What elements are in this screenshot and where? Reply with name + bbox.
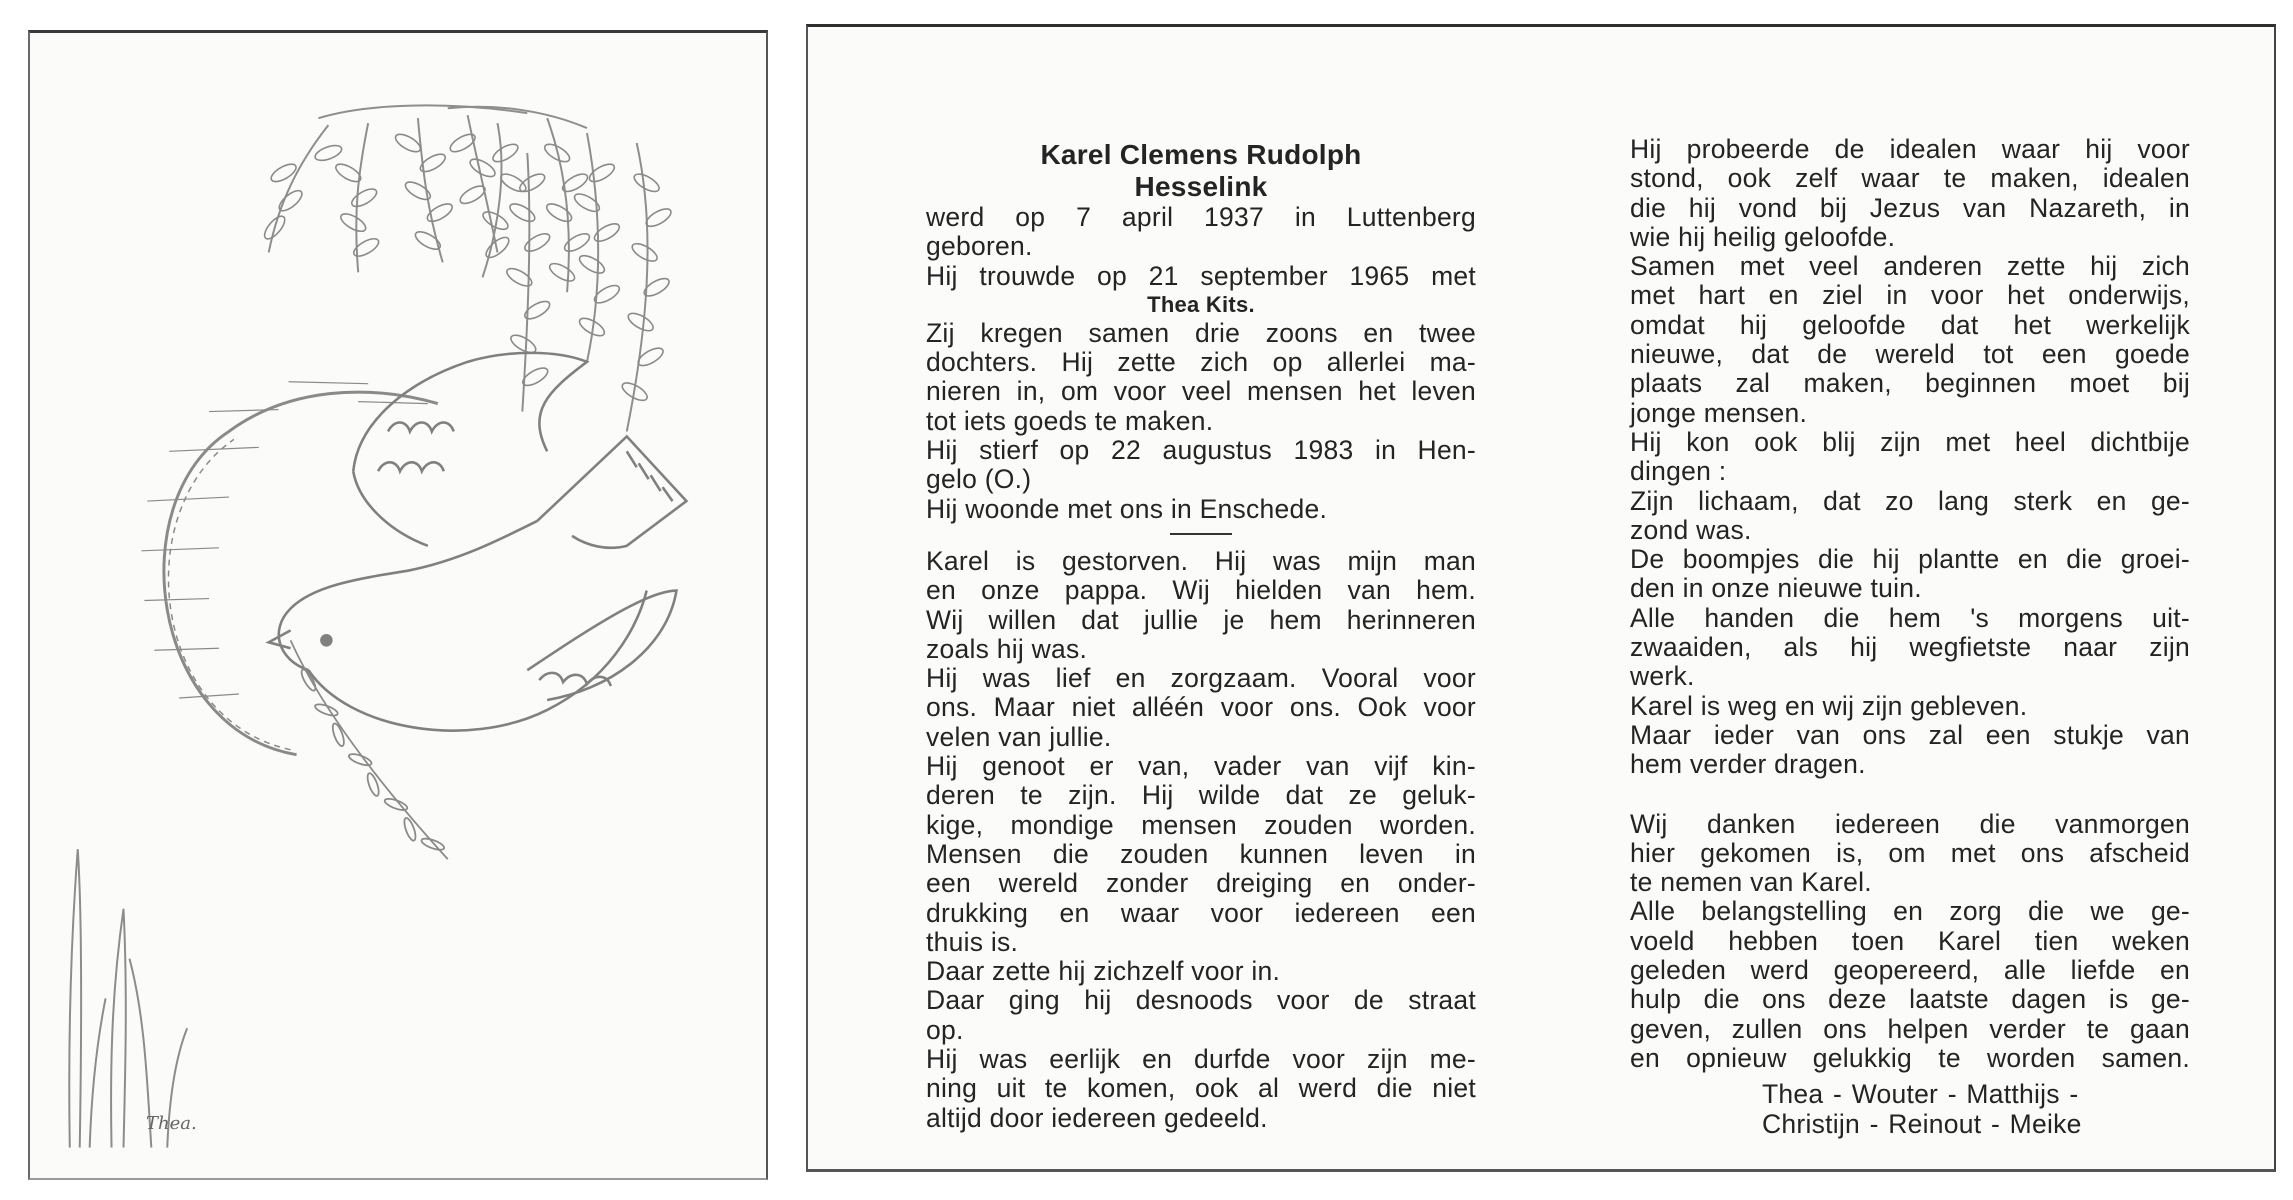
text-line: Hij stierf op 22 augustus 1983 in Hen-: [926, 435, 1476, 466]
text-line: Mensen die zouden kunnen leven in: [926, 838, 1476, 869]
obituary-right-column: [1630, 135, 2190, 1139]
text-line: Karel is gestorven. Hij was mijn man: [926, 545, 1476, 576]
family-signature-line1: Thea - Wouter - Matthijs -: [1762, 1079, 2079, 1110]
reeds: [69, 849, 187, 1147]
text-line: Hij was eerlijk en durfde voor zijn me-: [926, 1044, 1476, 1075]
text-line: en onze pappa. Wij hielden van hem.: [926, 575, 1476, 606]
text-line: plaats zal maken, beginnen moet bij: [1630, 368, 2190, 399]
text-line: Daar ging hij desnoods voor de straat: [926, 985, 1476, 1016]
text-line: die hij vond bij Jezus van Nazareth, in: [1630, 192, 2190, 223]
text-line: voeld hebben toen Karel tien weken: [1630, 925, 2190, 956]
text-line: nieuwe, dat de wereld tot een goede: [1630, 339, 2190, 370]
text-line: Alle belangstelling en zorg die we ge-: [1630, 896, 2190, 927]
text-line: kige, mondige mensen zouden worden.: [926, 809, 1476, 840]
text-line: Daar zette hij zichzelf voor in.: [926, 956, 1281, 987]
text-line: geleden werd geopereerd, alle liefde en: [1630, 955, 2190, 986]
sun-disc: [141, 382, 437, 755]
text-line: geboren.: [926, 231, 1033, 262]
text-line: Hij was lief en zorgzaam. Vooral voor: [926, 663, 1476, 694]
text-line: tot iets goeds te maken.: [926, 405, 1214, 436]
family-signature-line2: Christijn - Reinout - Meike: [1762, 1109, 2082, 1140]
text-line: Zij kregen samen drie zoons en twee: [926, 317, 1476, 348]
text-line: Karel is weg en wij zijn gebleven.: [1630, 690, 2028, 721]
text-line: hulp die ons deze laatste dagen is ge-: [1630, 984, 2190, 1015]
text-line: ning uit te komen, ook al werd die niet: [926, 1073, 1476, 1104]
text-line: Hij kon ook blij zijn met heel dichtbije: [1630, 426, 2190, 457]
text-line: omdat hij geloofde dat het werkelijk: [1630, 309, 2190, 340]
deceased-name-line2: Hesselink: [1134, 171, 1268, 202]
text-line: Hij trouwde op 21 september 1965 met: [926, 260, 1476, 291]
text-line: Hij probeerde de idealen waar hij voor: [1630, 134, 2190, 164]
text-line: te nemen van Karel.: [1630, 867, 1872, 898]
text-line: De boompjes die hij plantte en die groei-: [1630, 544, 2190, 575]
text-line: Alle handen die hem 's morgens uit-: [1630, 602, 2190, 633]
text-line: Samen met veel anderen zette hij zich: [1630, 251, 2190, 282]
illustration-card: [28, 30, 768, 1180]
text-line: Wij willen dat jullie je hem herinneren: [926, 604, 1476, 635]
text-line: dochters. Hij zette zich op allerlei ma-: [926, 347, 1476, 378]
text-line: den in onze nieuwe tuin.: [1630, 573, 1922, 604]
text-line: Wij danken iedereen die vanmorgen: [1630, 808, 2190, 839]
text-line: met hart en ziel in voor het onderwijs,: [1630, 280, 2190, 311]
obituary-card: [806, 24, 2276, 1172]
text-line: geven, zullen ons helpen verder te gaan: [1630, 1013, 2190, 1044]
olive-branch: [291, 640, 448, 859]
text-line: Zijn lichaam, dat zo lang sterk en ge-: [1630, 485, 2190, 516]
text-line: wie hij heilig geloofde.: [1630, 221, 1896, 252]
text-line: zoals hij was.: [926, 633, 1088, 664]
text-line: een wereld zonder dreiging en onder-: [926, 868, 1476, 899]
text-line: altijd door iedereen gedeeld.: [926, 1102, 1268, 1133]
text-line: Hij genoot er van, vader van vijf kin-: [926, 751, 1476, 782]
text-line: ons. Maar niet alléén voor ons. Ook voor: [926, 692, 1476, 723]
text-line: Hij woonde met ons in Enschede.: [926, 493, 1328, 524]
text-line: velen van jullie.: [926, 721, 1112, 752]
separator-rule: [1170, 533, 1232, 535]
text-line: en opnieuw gelukkig te worden samen.: [1630, 1042, 2190, 1073]
text-line: op.: [926, 1014, 964, 1045]
deceased-name-line1: Karel Clemens Rudolph: [1040, 139, 1362, 170]
obituary-left-column: [926, 139, 1476, 1133]
text-line: zwaaiden, als hij wegfietste naar zijn: [1630, 632, 2190, 663]
text-line: deren te zijn. Hij wilde dat ze geluk-: [926, 780, 1476, 811]
dove: [269, 353, 687, 731]
artist-signature: Thea.: [146, 1113, 197, 1134]
text-line: drukking en waar voor iedereen een: [926, 897, 1476, 928]
text-line: stond, ook zelf waar te maken, idealen: [1630, 163, 2190, 194]
text-line: nieren in, om voor veel mensen het leven: [926, 376, 1476, 407]
text-line: werd op 7 april 1937 in Luttenberg: [926, 202, 1476, 232]
text-line: zond was.: [1630, 514, 1752, 545]
text-line: dingen :: [1630, 456, 1727, 487]
text-line: hem verder dragen.: [1630, 749, 1866, 780]
spouse-name: Thea Kits.: [1147, 291, 1255, 317]
text-line: jonge mensen.: [1630, 397, 1808, 428]
text-line: werk.: [1630, 661, 1695, 692]
text-line: Maar ieder van ons zal een stukje van: [1630, 719, 2190, 750]
text-line: thuis is.: [926, 926, 1019, 957]
paragraph-gap: [1630, 780, 2190, 810]
dove-illustration: [30, 33, 766, 1178]
text-line: hier gekomen is, om met ons afscheid: [1630, 837, 2190, 868]
text-line: gelo (O.): [926, 464, 1032, 495]
